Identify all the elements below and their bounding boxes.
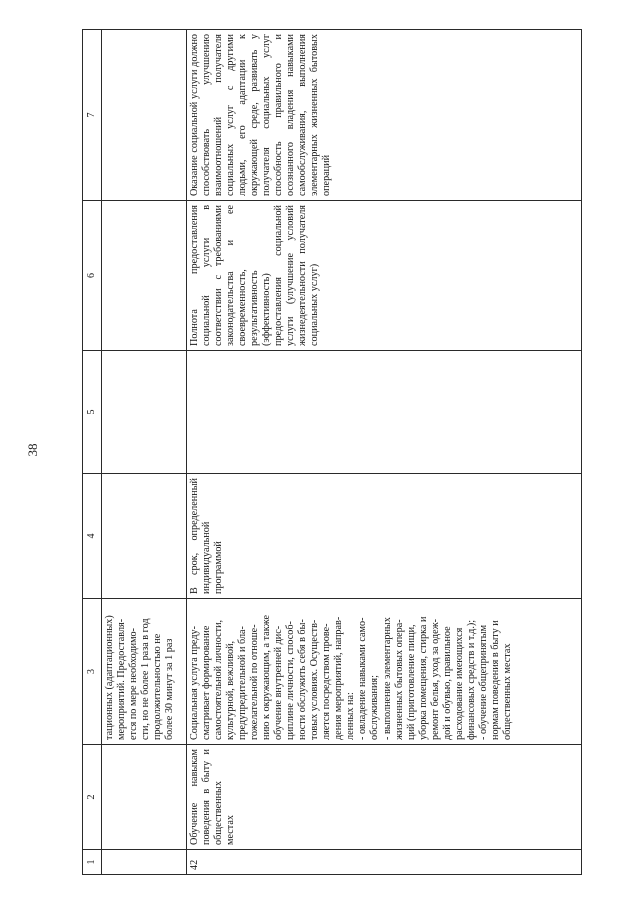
quality-indicators-cell: Полнота предоставления социальной услуги в соответствии с требованиями законодательства и ее своевременность, результативность (эффективность) предоставления социальной услуги (улучшение условий жизнедеятельности получателя социальных услуг)	[187, 201, 582, 351]
description-line: - выполнение элементарных	[381, 617, 393, 740]
description-line: культурной, вежливой,	[225, 640, 237, 740]
description-line: ремонт белья, уход за одеж-	[429, 618, 441, 740]
description-line: обслуживания;	[369, 675, 381, 740]
service-term-cell: В срок, определенный индивидуальной программой	[187, 474, 582, 599]
description-line: ций (приготовление пищи,	[405, 624, 417, 740]
rotated-table-container	[82, 30, 582, 875]
service-description-cell	[187, 599, 582, 745]
table-row-continuation	[102, 30, 187, 875]
description-line: расходование имеющихся	[453, 627, 465, 740]
description-line: гожелательной по отноше-	[249, 624, 261, 740]
header-col-2: 2	[83, 745, 102, 850]
header-col-1: 1	[83, 850, 102, 875]
description-line: товых условиях. Осуществ-	[309, 619, 321, 740]
header-col-7: 7	[83, 30, 102, 201]
header-col-4: 4	[83, 474, 102, 599]
cont-cell-4	[102, 474, 187, 599]
description-line: уборка помещения, стирка и	[417, 616, 429, 740]
row-number-cell: 42	[187, 850, 582, 875]
cont-line: более 30 минут за 1 раз	[164, 638, 176, 740]
cont-cell-1	[102, 850, 187, 875]
cont-line: продолжительностью не	[152, 633, 164, 740]
evaluation-conditions-cell: Оказание социальной услуги должно способствовать улучшению взаимоотношений получателя социальных услуг с другими людьми, его адаптации к окружающей среде, развивать у получателя социальных услуг способность правильного и осознанного владения навыками самообслуживания, выполнения элементарных жизненных бытовых операций	[187, 30, 582, 201]
service-name-cell: Обучение навыкам поведения в быту и общественных местах	[187, 745, 582, 850]
cont-line: мероприятий. Предоставля-	[116, 618, 128, 740]
description-line: сматривает формирование	[201, 625, 213, 740]
description-line: дой и обувью, правильное	[441, 626, 453, 740]
description-line: циплине личности, способ-	[285, 621, 297, 740]
description-line: предупредительной и бла-	[237, 626, 249, 740]
description-line: нормам поведения в быту и	[489, 620, 501, 740]
page-number: 38	[25, 443, 40, 457]
description-line: ности обслужить себя в бы-	[297, 619, 309, 740]
description-line: ляется посредством прове-	[321, 623, 333, 740]
service-col5-cell	[187, 351, 582, 474]
services-table	[82, 29, 582, 875]
cont-line: сти, но не более 1 раза в год	[140, 618, 152, 740]
header-col-3: 3	[83, 599, 102, 745]
table-header-row	[83, 30, 102, 875]
cont-cell-7	[102, 30, 187, 201]
description-line: общественных местах	[501, 643, 513, 740]
table-row-42	[187, 30, 582, 875]
cont-cell-6	[102, 201, 187, 351]
cont-cell-2	[102, 745, 187, 850]
header-col-6: 6	[83, 201, 102, 351]
cont-line: тационных (адаптационных)	[104, 615, 115, 740]
description-line: финансовых средств и т.д.);	[465, 619, 477, 740]
description-line: нию к окружающим, а также	[261, 614, 273, 740]
description-line: ленных на:	[345, 692, 357, 740]
description-line: жизненных бытовых опера-	[393, 619, 405, 740]
description-line: обучение внутренней дис-	[273, 625, 285, 740]
description-line: Социальная услуга преду-	[189, 626, 200, 740]
description-line: - обучение общепринятым	[477, 624, 489, 740]
description-line: дения мероприятий, направ-	[333, 616, 345, 740]
cont-line: ется по мере необходимо-	[128, 627, 140, 740]
description-line: самостоятельной личности,	[213, 619, 225, 740]
description-line: - овладение навыками само-	[357, 617, 369, 740]
header-col-5: 5	[83, 351, 102, 474]
cont-cell-3	[102, 599, 187, 745]
cont-cell-5	[102, 351, 187, 474]
